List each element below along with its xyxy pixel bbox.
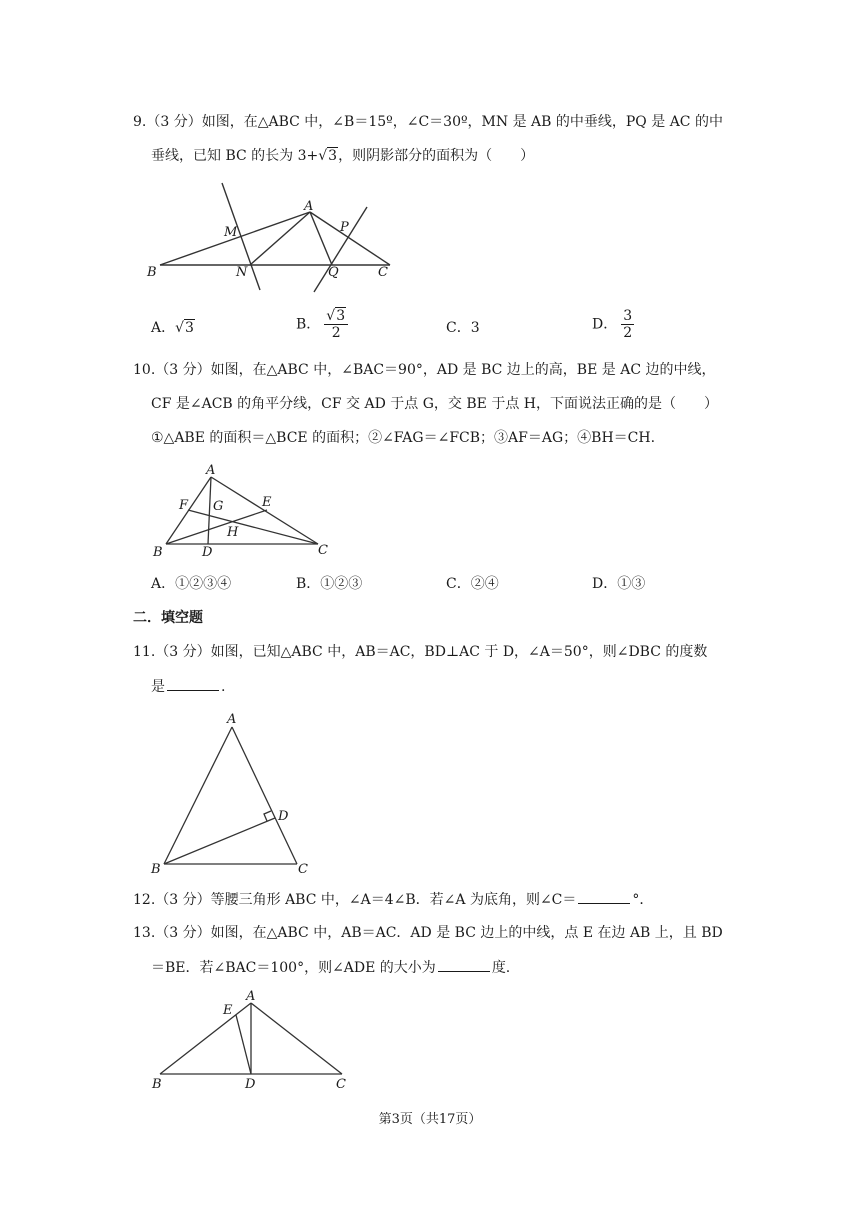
q13-label-c: C <box>336 1077 346 1092</box>
q9-option-a-sqrt: √3 <box>175 320 194 336</box>
q10-option-d[interactable]: D．①③ <box>592 576 646 592</box>
q10-option-a[interactable]: A．①②③④ <box>151 576 232 592</box>
q13-segment-ba <box>160 1003 251 1074</box>
q13-label-d: D <box>245 1077 256 1092</box>
q9-label-m: M <box>224 225 238 240</box>
q10-line1: 10.（3 分）如图，在△ABC 中，∠BAC＝90°，AD 是 BC 边上的高，BE 是 AC 边的中线， <box>133 362 716 378</box>
q11-label-a: A <box>227 712 237 727</box>
q9-label-c: C <box>378 265 388 280</box>
q11-label-c: C <box>298 862 308 877</box>
q9-option-d-numerator: 3 <box>623 308 633 324</box>
q13-line1: 13.（3 分）如图，在△ABC 中，AB＝AC．AD 是 BC 边上的中线，点 E 在边 AB 上，且 BD <box>133 925 723 941</box>
q9-option-b-fraction: $\frac{√3}{2}$ <box>324 308 348 341</box>
section-heading-fill-blank: 二．填空题 <box>133 610 203 626</box>
q10-line2: CF 是∠ACB 的角平分线，CF 交 AD 于点 G，交 BE 于点 H，下面说法正确的是（ ） <box>151 396 718 412</box>
q9-option-c-value: 3 <box>470 320 480 336</box>
q9-label-a: A <box>304 199 314 214</box>
q11-line2-post: . <box>221 679 226 695</box>
q11-label-b: B <box>151 862 161 877</box>
q13-label-e: E <box>223 1003 233 1018</box>
q12-text-post: °． <box>632 892 654 908</box>
q9-line1: 9.（3 分）如图，在△ABC 中，∠B＝15º，∠C＝30º，MN 是 AB 的中垂线，PQ 是 AC 的中 <box>133 114 723 130</box>
q9-label-b: B <box>147 265 157 280</box>
q10-label-g: G <box>213 499 224 514</box>
q9-option-c-label: C． <box>446 320 471 336</box>
q10-option-c[interactable]: C．②④ <box>446 576 499 592</box>
q10-label-h: H <box>227 525 239 540</box>
q13-label-a: A <box>246 989 256 1004</box>
q13-segment-ed <box>236 1015 251 1074</box>
q9-option-d-label: D． <box>592 316 618 333</box>
q9-label-n: N <box>236 265 248 280</box>
q11-label-d: D <box>278 809 289 824</box>
q12-text-pre: 12.（3 分）等腰三角形 ABC 中，∠A＝4∠B．若∠A 为底角，则∠C＝ <box>133 892 577 908</box>
q10-label-d: D <box>202 545 213 560</box>
q9-option-d-denominator: 2 <box>623 325 633 341</box>
q9-label-p: P <box>340 220 349 235</box>
q13-line2-post: 度. <box>491 960 511 976</box>
q13-segment-ac <box>251 1003 342 1074</box>
q10-label-f: F <box>179 498 189 513</box>
q13-label-b: B <box>152 1077 162 1092</box>
q9-option-a-label: A． <box>151 320 176 336</box>
q10-label-c: C <box>318 543 328 558</box>
page-footer: 第3页（共17页） <box>378 1112 482 1127</box>
q9-option-a-radicand: 3 <box>185 320 194 336</box>
q9-line2-pre: 垂线，已知 BC 的长为 3+ <box>151 148 319 164</box>
q9-sqrt: √3 <box>318 148 338 164</box>
q11-line1: 11.（3 分）如图，已知△ABC 中，AB＝AC，BD⊥AC 于 D，∠A＝50°，则∠DBC 的度数 <box>133 644 708 660</box>
q9-option-b-label: B． <box>296 316 321 333</box>
q11-line2-pre: 是 <box>151 679 165 695</box>
q9-option-b-denominator: 2 <box>331 325 341 341</box>
q10-label-e: E <box>262 495 272 510</box>
q9-sqrt-radicand: 3 <box>328 148 338 164</box>
q10-label-a: A <box>206 463 216 478</box>
q10-option-b[interactable]: B．①②③ <box>296 576 363 592</box>
q10-label-b: B <box>153 545 163 560</box>
q10-line3: ①△ABE 的面积＝△BCE 的面积；②∠FAG＝∠FCB；③AF＝AG；④BH＝CH. <box>151 430 656 446</box>
q13-line2-pre: ＝BE．若∠BAC＝100°，则∠ADE 的大小为 <box>151 960 436 976</box>
q9-label-q: Q <box>328 265 339 280</box>
q9-line2-post: ，则阴影部分的面积为（ ） <box>338 148 535 164</box>
q9-option-b-numerator: 3 <box>336 308 346 324</box>
